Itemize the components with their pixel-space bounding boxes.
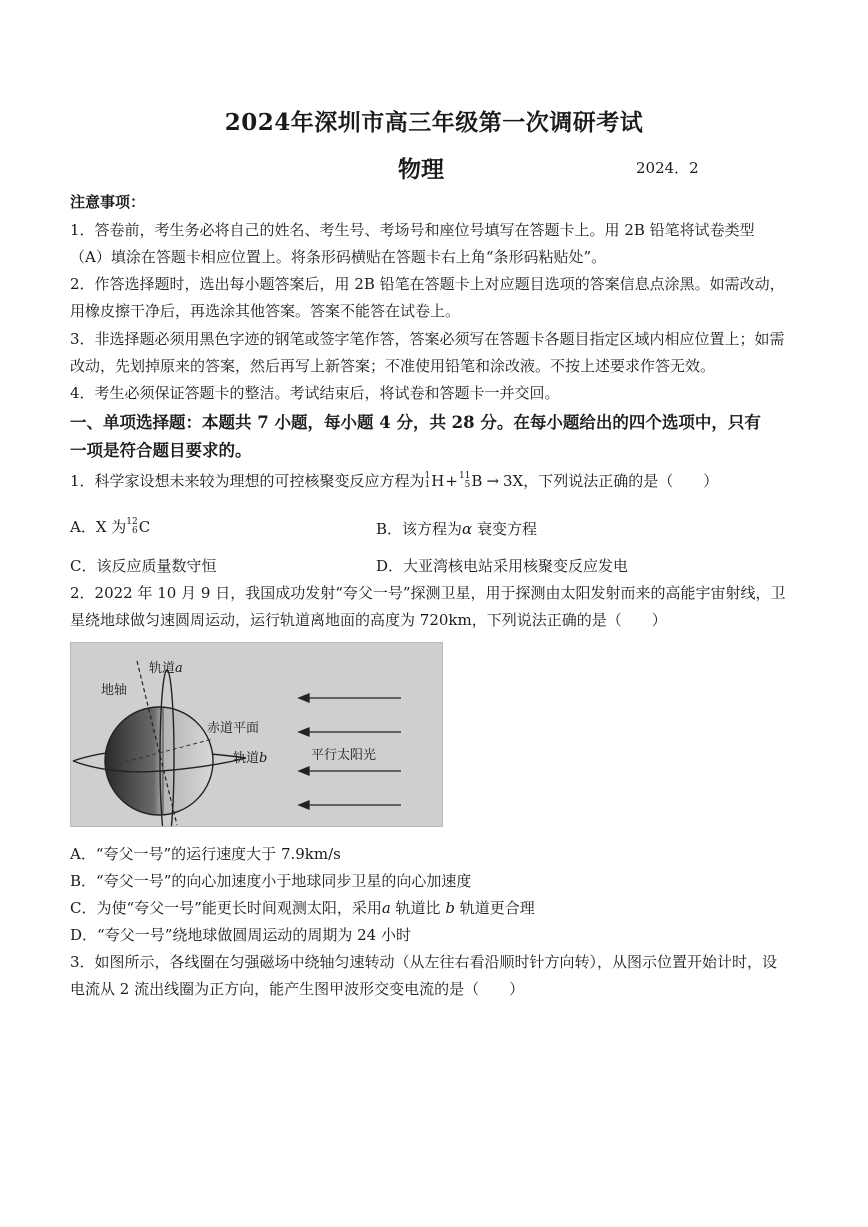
q2-option-c-text: C．为使“夸父一号”能更长时间观测太阳，采用 [70, 899, 382, 917]
label-orbit-a-var: a [175, 661, 183, 676]
q1-option-b [376, 518, 537, 539]
section-heading: 一、单项选择题：本题共 7 小题，每小题 4 分，共 28 分。在每小题给出的四个选项中，只有 [70, 413, 761, 432]
notice-line: （A）填涂在答题卡相应位置上。将条形码横贴在答题卡右上角“条形码粘贴处”。 [70, 248, 607, 266]
orbit-a-var: a [381, 899, 391, 917]
plus-sign: + [445, 471, 458, 490]
h-symbol: H [431, 471, 445, 490]
notice-line: 用橡皮擦干净后，再选涂其他答案。答案不能答在试卷上。 [70, 302, 461, 320]
q1-stem-text: 1．科学家设想未来较为理想的可控核聚变反应方程为 [70, 472, 425, 490]
section-heading: 一项是符合题目要求的。 [70, 441, 252, 460]
q2-option-c-end: 轨道更合理 [454, 899, 535, 917]
c-symbol: C [138, 517, 151, 536]
q1-option-a [70, 516, 150, 537]
subject-title: 物理 [398, 156, 444, 183]
arrow-head-icon [299, 728, 309, 736]
question-2-stem: 2．2022 年 10 月 9 日，我国成功发射“夸父一号”探测卫星，用于探测由太阳发射而来的高能宇宙射线，卫 [70, 584, 786, 602]
question-3-stem: 3．如图所示，各线圈在匀强磁场中绕轴匀速转动（从左往右看沿顺时针方向转），从图示位置开始计时，设 [70, 953, 778, 971]
b-charge-number: 5 [464, 479, 471, 490]
notice-line: 4．考生必须保证答题卡的整洁。考试结束后，将试卷和答题卡一并交回。 [70, 384, 560, 402]
exam-date: 2024．2 [636, 159, 699, 177]
label-sunlight: 平行太阳光 [311, 748, 377, 763]
q2-option-a: A．“夸父一号”的运行速度大于 7.9km/s [70, 845, 341, 863]
q2-option-c [70, 897, 535, 918]
notice-line: 3．非选择题必须用黑色字迹的钢笔或签字笔作答，答案必须写在答题卡各题目指定区域内相应位置上；如需 [70, 330, 785, 348]
q1-stem-end: ，下列说法正确的是（ ） [523, 472, 719, 490]
h-mass-number: 1 [424, 470, 431, 481]
question-1-stem [70, 470, 718, 491]
q2-option-b: B．“夸父一号”的向心加速度小于地球同步卫星的向心加速度 [70, 872, 472, 890]
orbit-figure [70, 642, 443, 827]
question-2-stem: 星绕地球做匀速圆周运动，运行轨道离地面的高度为 720km，下列说法正确的是（ ） [70, 611, 667, 629]
q2-option-c-mid: 轨道比 [390, 899, 446, 917]
notice-line: 改动，先划掉原来的答案，然后再写上新答案；不准使用铅笔和涂改液。不按上述要求作答无效。 [70, 357, 716, 375]
reaction-arrow: → [486, 471, 500, 490]
q1-option-a-text: A．X 为 [70, 518, 127, 536]
q1-option-d: D．大亚湾核电站采用核聚变反应发电 [376, 557, 629, 575]
c-isotope-numbers [126, 518, 137, 536]
alpha-symbol: α [462, 520, 473, 538]
label-equator-plane: 赤道平面 [207, 721, 260, 736]
label-orbit-b-var: b [259, 751, 268, 766]
q1-option-b-text: B．该方程为 [376, 520, 463, 538]
h-charge-number: 1 [424, 479, 431, 490]
h-isotope-numbers [425, 472, 431, 490]
q2-option-d: D．“夸父一号”绕地球做圆周运动的周期为 24 小时 [70, 926, 411, 944]
notice-heading: 注意事项： [70, 193, 146, 211]
c-mass-number: 12 [126, 516, 138, 527]
earth-circle [105, 707, 213, 815]
q1-option-c: C．该反应质量数守恒 [70, 557, 217, 575]
arrow-head-icon [299, 767, 309, 775]
arrow-head-icon [299, 694, 309, 702]
orbit-b-var: b [445, 899, 455, 917]
label-orbit-a [149, 657, 183, 676]
b-isotope-numbers [459, 472, 470, 490]
product: 3X [503, 471, 524, 490]
question-3-stem: 电流从 2 流出线圈为正方向，能产生图甲波形交变电流的是（ ） [70, 980, 525, 998]
label-orbit-b [233, 747, 267, 766]
b-mass-number: 11 [458, 470, 471, 481]
c-charge-number: 6 [132, 525, 138, 536]
exam-title: 2024年深圳市高三年级第一次调研考试 [224, 109, 644, 136]
notice-line: 2．作答选择题时，选出每小题答案后，用 2B 铅笔在答题卡上对应题目选项的答案信息点涂黑。如需改动， [70, 275, 785, 293]
label-orbit-a-text: 轨道 [149, 661, 176, 676]
arrow-head-icon [299, 801, 309, 809]
label-earth-axis: 地轴 [101, 683, 128, 698]
b-symbol: B [471, 471, 483, 490]
label-orbit-b-text: 轨道 [233, 751, 260, 766]
notice-line: 1．答卷前，考生务必将自己的姓名、考生号、考场号和座位号填写在答题卡上。用 2B 铅笔将试卷类型 [70, 221, 755, 239]
q1-option-b-end: 衰变方程 [472, 520, 537, 538]
